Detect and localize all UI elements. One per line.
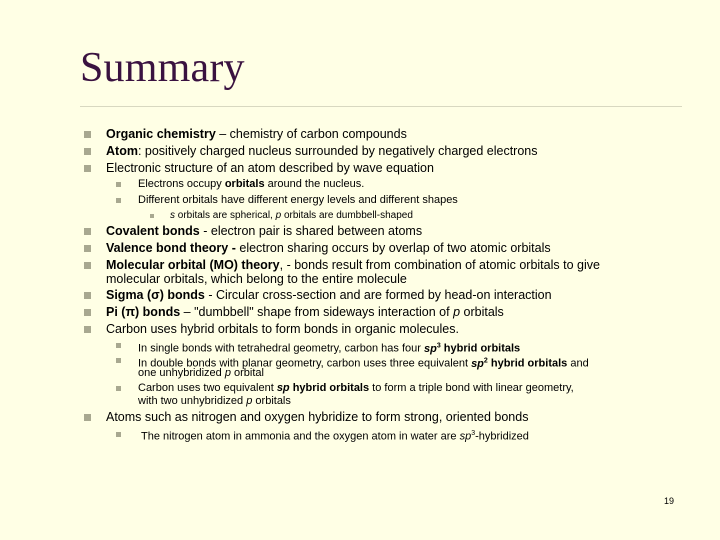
bullet-icon bbox=[84, 228, 91, 235]
sub-bullet-ammonia-water: The nitrogen atom in ammonia and the oxygen atom in water are $sp^3$-hybridized bbox=[141, 430, 529, 443]
bullet-hybrid-orbitals: Carbon uses hybrid orbitals to form bonds in organic molecules. bbox=[106, 322, 459, 336]
sub-bullet-icon bbox=[116, 358, 121, 363]
page-number: 19 bbox=[664, 496, 675, 506]
sub-bullet-sp-cont: with two unhybridized p orbitals bbox=[138, 395, 291, 407]
bullet-mo-theory: Molecular orbital (MO) theory, - bonds result from combination of atomic orbitals to give bbox=[106, 258, 600, 272]
bullet-icon bbox=[84, 309, 91, 316]
sub-sub-bullet-icon bbox=[150, 214, 154, 218]
bullet-icon bbox=[84, 245, 91, 252]
bullet-organic-chemistry: Organic chemistry – chemistry of carbon compounds bbox=[106, 127, 407, 141]
sub-bullet-orbitals: Electrons occupy orbitals around the nucleus. bbox=[138, 178, 365, 190]
bullet-mo-theory-cont: molecular orbitals, which belong to the entire molecule bbox=[106, 272, 407, 286]
sub-bullet-icon bbox=[116, 432, 121, 437]
sub-bullet-energy-levels: Different orbitals have different energy levels and different shapes bbox=[138, 194, 458, 206]
sub-bullet-icon bbox=[116, 182, 121, 187]
sub-bullet-icon bbox=[116, 343, 121, 348]
sub-bullet-sp: Carbon uses two equivalent sp hybrid orbitals to form a triple bond with linear geometry, bbox=[138, 382, 574, 394]
sub-bullet-icon bbox=[116, 198, 121, 203]
bullet-icon bbox=[84, 165, 91, 172]
bullet-icon bbox=[84, 414, 91, 421]
sub-sub-bullet-orbital-shapes: s orbitals are spherical, p orbitals are dumbbell-shaped bbox=[170, 210, 413, 221]
bullet-n-o-hybridize: Atoms such as nitrogen and oxygen hybridize to form strong, oriented bonds bbox=[106, 410, 529, 424]
bullet-icon bbox=[84, 131, 91, 138]
bullet-electronic-structure: Electronic structure of an atom described by wave equation bbox=[106, 161, 434, 175]
sub-bullet-icon bbox=[116, 386, 121, 391]
bullet-covalent-bonds: Covalent bonds - electron pair is shared between atoms bbox=[106, 224, 423, 238]
bullet-icon bbox=[84, 262, 91, 269]
slide-title: Summary bbox=[80, 45, 245, 91]
bullet-pi-bonds: Pi (π) bonds – "dumbbell" shape from sideways interaction of p orbitals bbox=[106, 305, 504, 319]
bullet-icon bbox=[84, 326, 91, 333]
title-divider bbox=[80, 106, 682, 107]
bullet-valence-bond-theory: Valence bond theory - electron sharing occurs by overlap of two atomic orbitals bbox=[106, 241, 551, 255]
sub-bullet-sp3: In single bonds with tetrahedral geometry, carbon has four $sp^3$ hybrid orbitals bbox=[138, 342, 521, 355]
bullet-atom: Atom: positively charged nucleus surrounded by negatively charged electrons bbox=[106, 144, 538, 158]
sub-bullet-sp2-cont: one unhybridized p orbital bbox=[138, 367, 264, 379]
bullet-sigma-bonds: Sigma (σ) bonds - Circular cross-section and are formed by head-on interaction bbox=[106, 288, 552, 302]
bullet-icon bbox=[84, 292, 91, 299]
sub-bullet-sp2: In double bonds with planar geometry, carbon uses three equivalent $sp^2$ hybrid orbitals and bbox=[138, 357, 589, 370]
bullet-icon bbox=[84, 148, 91, 155]
